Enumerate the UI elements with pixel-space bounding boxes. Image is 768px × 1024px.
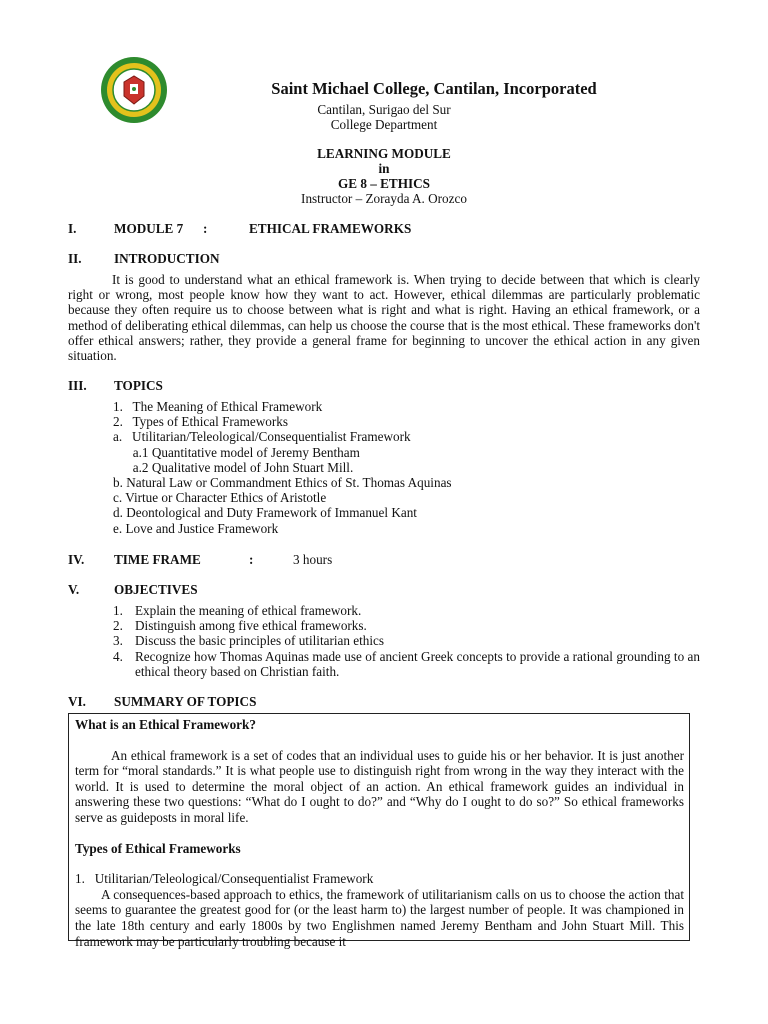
objective-number: 1. — [113, 603, 123, 618]
objective-item — [113, 649, 700, 679]
topic-item: d. Deontological and Duty Framework of Immanuel Kant — [113, 505, 417, 521]
objective-number: 4. — [113, 648, 123, 664]
section-heading-summary: SUMMARY OF TOPICS — [114, 694, 257, 709]
objective-item — [113, 603, 700, 618]
instructor: Instructor – Zorayda A. Orozco — [301, 191, 467, 206]
topic-item: 1. The Meaning of Ethical Framework — [113, 399, 323, 414]
section-separator: : — [249, 552, 254, 567]
section-separator: : — [203, 221, 208, 236]
topic-item: a.2 Qualitative model of John Stuart Mill. — [113, 459, 354, 475]
module-in: in — [378, 161, 390, 176]
objective-number: 3. — [113, 633, 123, 649]
topic-item: a.1 Quantitative model of Jeremy Bentham — [113, 444, 360, 460]
section-heading-introduction: INTRODUCTION — [114, 251, 220, 266]
section-number: I. — [68, 221, 77, 236]
summary-heading: Types of Ethical Frameworks — [75, 840, 241, 856]
topic-item: c. Virtue or Character Ethics of Aristotle — [113, 490, 327, 506]
topic-item: a. Utilitarian/Teleological/Consequentialist Framework — [113, 429, 411, 445]
course-title: GE 8 – ETHICS — [338, 176, 430, 191]
time-frame-value: 3 hours — [293, 552, 333, 567]
section-heading-objectives: OBJECTIVES — [114, 582, 198, 597]
summary-paragraph: An ethical framework is a set of codes that an individual uses to guide his or her behavior. It is just another term for “moral standards.” It is what people use to distinguish right from wrong in the way they interact with the world. It is used to determine the moral object of an action. An ethical framework guides an individual in answering these two questions: “What do I ought to do?” and “Why do I ought to do so?” So ethical frameworks serve as guideposts in moral life. — [75, 747, 684, 825]
topic-item: b. Natural Law or Commandment Ethics of St. Thomas Aquinas — [113, 475, 452, 491]
framework-item: 1. Utilitarian/Teleological/Consequentialist Framework — [75, 871, 374, 887]
institution-name: Saint Michael College, Cantilan, Incorporated — [271, 79, 597, 98]
topic-item: e. Love and Justice Framework — [113, 520, 279, 536]
objective-text: Distinguish among five ethical frameworks. — [135, 618, 367, 634]
objective-text: Recognize how Thomas Aquinas made use of ancient Greek concepts to provide a rational grounding to an ethical theory based on Christian faith. — [135, 648, 700, 679]
summary-box — [68, 713, 690, 949]
section-number: III. — [68, 378, 87, 393]
section-number: VI. — [68, 694, 86, 709]
objective-number: 2. — [113, 618, 123, 634]
introduction-paragraph: It is good to understand what an ethical framework is. When trying to decide between that which is clearly right or wrong, most people know how they want to act. However, ethical dilemmas are particularly problematic because they often require us to choose between what is right and what is right. Having an ethical framework, or a method of deliberating ethical dilemmas, can help us choose the course that is the most ethical. These frameworks don't offer ethical answers; rather, they provide a general frame for beginning to uncover the ethical action in any given situation. — [68, 272, 700, 364]
module-title: LEARNING MODULE — [317, 146, 451, 161]
objective-text: Explain the meaning of ethical framework. — [135, 603, 362, 618]
summary-heading: What is an Ethical Framework? — [75, 717, 256, 732]
section-number: II. — [68, 251, 82, 266]
module-topic: ETHICAL FRAMEWORKS — [249, 221, 412, 236]
objective-item — [113, 633, 700, 648]
section-heading-time-frame: TIME FRAME — [114, 552, 201, 567]
section-number: V. — [68, 582, 80, 597]
framework-paragraph: A consequences-based approach to ethics, the framework of utilitarianism calls on us to choose the action that seems to guarantee the greatest good for (or the least harm to) the largest number of people. It was championed in the late 18th century and early 1800s by two Englishmen named Jeremy Bentham and John Stuart Mill. This framework may be particularly troubling because it — [75, 886, 684, 949]
section-heading-module: MODULE 7 — [114, 221, 184, 236]
objective-text: Discuss the basic principles of utilitarian ethics — [135, 633, 385, 649]
address: Cantilan, Surigao del Sur — [317, 102, 451, 117]
objectives-list — [113, 603, 700, 679]
section-heading-topics: TOPICS — [114, 378, 163, 393]
section-number: IV. — [68, 552, 85, 567]
topics-list — [113, 399, 452, 536]
topic-item: 2. Types of Ethical Frameworks — [113, 414, 288, 430]
department: College Department — [330, 117, 438, 132]
objective-item — [113, 618, 700, 633]
